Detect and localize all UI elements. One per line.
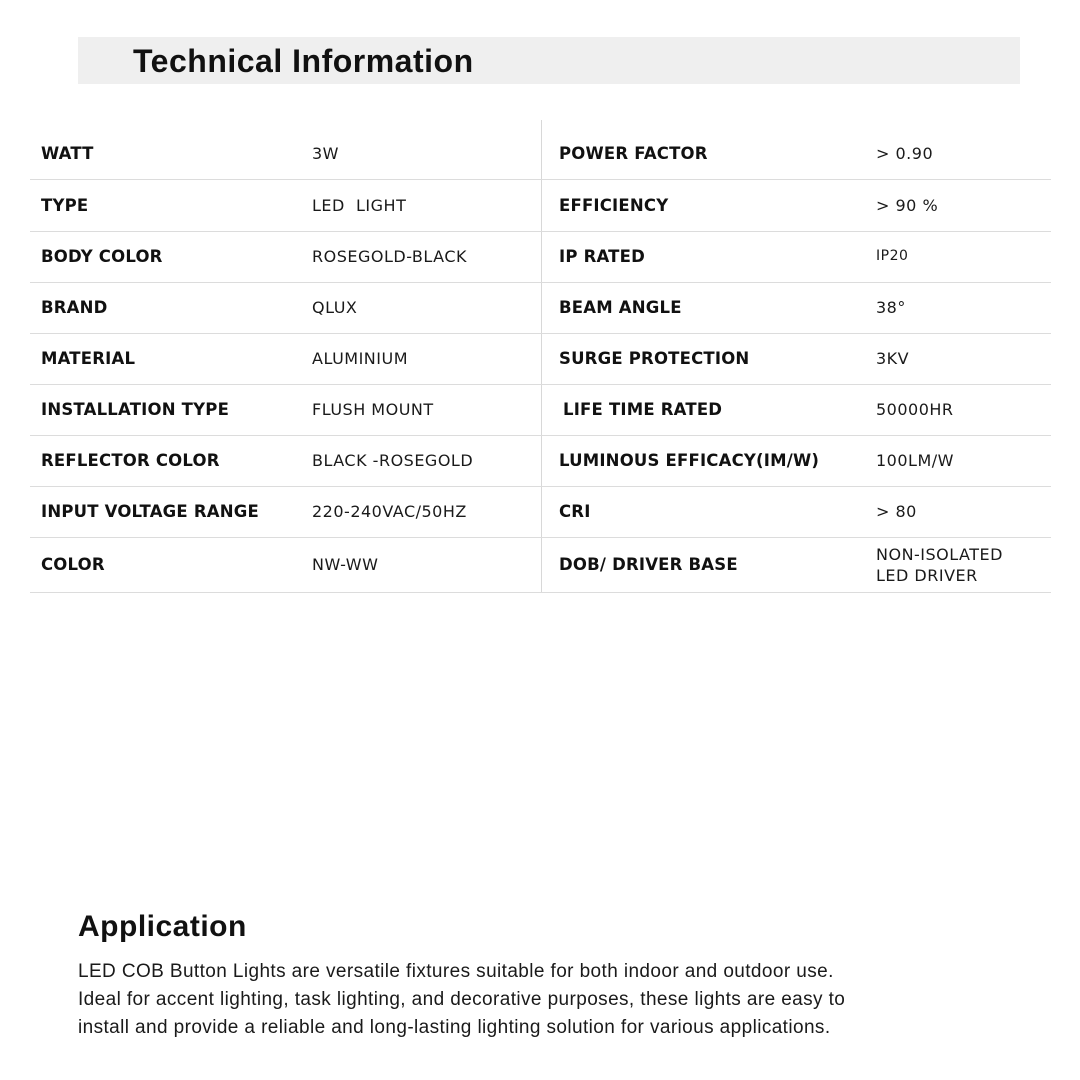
spec-value: NON-ISOLATED LED DRIVER [876, 544, 1003, 585]
spec-label: BEAM ANGLE [559, 298, 682, 317]
title-bar [78, 37, 1020, 84]
application-description: LED COB Button Lights are versatile fixtures suitable for both indoor and outdoor use. Ideal for accent lighting, task lighting, and decorative purposes, these lights are easy to install and provide a reliable and long-lasting lighting solution for various applications. [78, 961, 846, 1038]
spec-label: IP RATED [559, 247, 645, 266]
spec-label: DOB/ DRIVER BASE [559, 555, 738, 574]
spec-row [30, 231, 1051, 283]
spec-value: LED LIGHT [312, 196, 407, 215]
spec-label: EFFICIENCY [559, 196, 669, 215]
page-title: Technical Information [133, 43, 474, 79]
spec-row [30, 180, 1051, 232]
spec-label: COLOR [41, 555, 105, 574]
spec-value: 3KV [876, 349, 910, 368]
spec-value: QLUX [312, 298, 358, 317]
spec-value: > 80 [876, 502, 917, 521]
spec-label: INSTALLATION TYPE [41, 400, 230, 419]
spec-value: BLACK -ROSEGOLD [312, 451, 474, 470]
spec-row [30, 486, 1051, 538]
spec-label: LUMINOUS EFFICACY(IM/W) [559, 451, 820, 470]
spec-label: LIFE TIME RATED [563, 400, 723, 419]
spec-label: POWER FACTOR [559, 144, 708, 163]
spec-row [30, 537, 1051, 593]
spec-label: TYPE [41, 196, 89, 215]
application-heading: Application [78, 910, 247, 943]
spec-value: ALUMINIUM [312, 349, 408, 368]
spec-label: REFLECTOR COLOR [41, 451, 220, 470]
spec-value: > 0.90 [876, 144, 934, 163]
spec-row [30, 282, 1051, 334]
spec-value: 100LM/W [876, 451, 954, 470]
spec-value: ROSEGOLD-BLACK [312, 247, 467, 266]
spec-label: CRI [559, 502, 591, 521]
spec-label: INPUT VOLTAGE RANGE [41, 502, 259, 521]
spec-value: 50000HR [876, 400, 954, 419]
spec-label: BRAND [41, 298, 108, 317]
spec-value: 38° [876, 298, 906, 317]
spec-row [30, 128, 1051, 180]
spec-value: > 90 % [876, 196, 939, 215]
spec-row [30, 333, 1051, 385]
spec-value: FLUSH MOUNT [312, 400, 434, 419]
spec-value: 220-240VAC/50HZ [312, 502, 467, 521]
spec-value: NW-WW [312, 555, 379, 574]
spec-value: 3W [312, 144, 339, 163]
spec-label: MATERIAL [41, 349, 136, 368]
spec-value: IP20 [876, 248, 909, 264]
spec-label: SURGE PROTECTION [559, 349, 750, 368]
spec-label: BODY COLOR [41, 247, 163, 266]
spec-row [30, 435, 1051, 487]
spec-label: WATT [41, 144, 94, 163]
spec-row [30, 384, 1051, 436]
